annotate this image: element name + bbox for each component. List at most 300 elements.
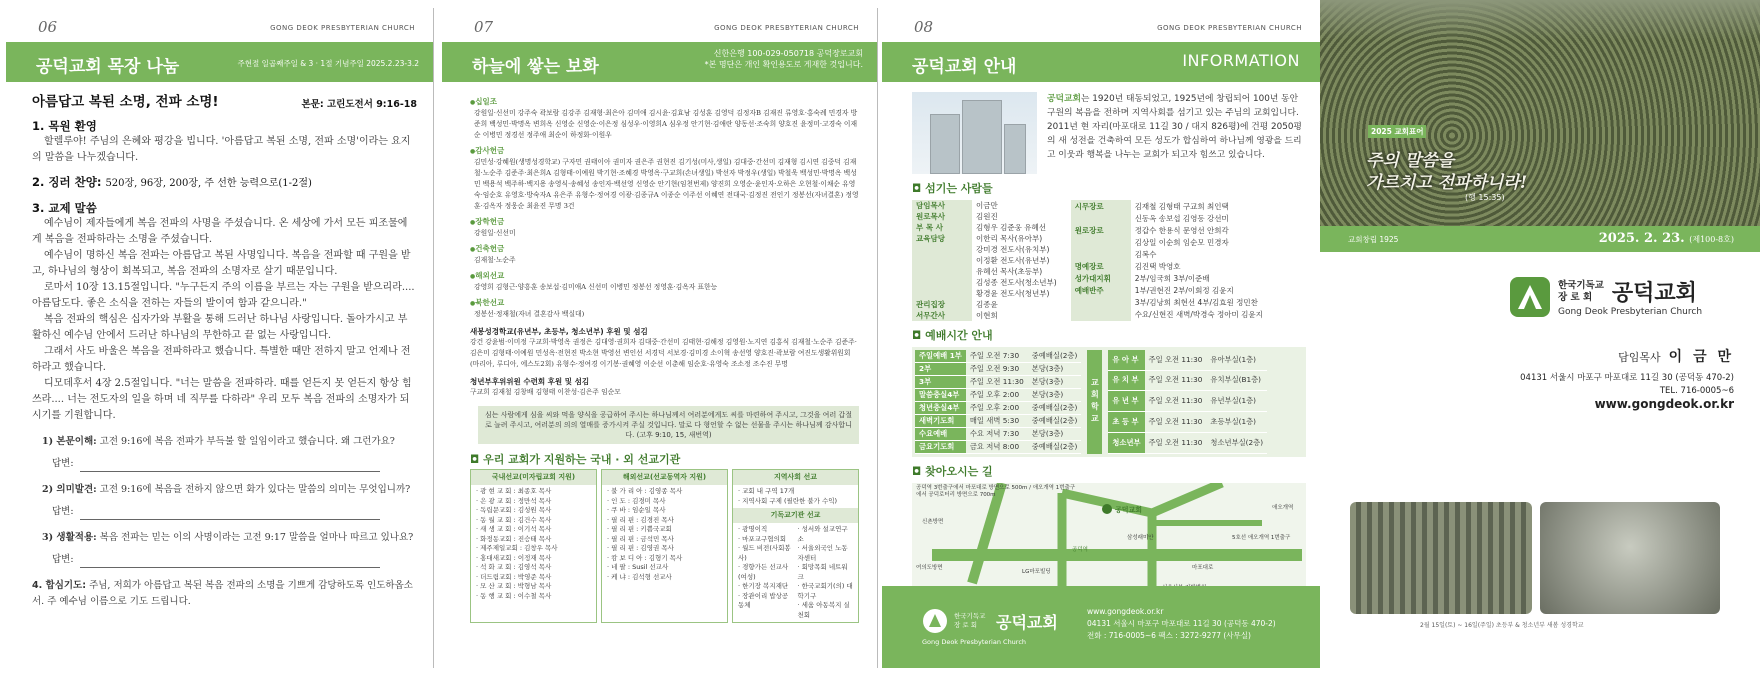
table-row <box>915 376 1081 389</box>
question-label: 2) 의미발견: <box>42 484 97 495</box>
row-label: 유 년 부 <box>1108 391 1144 412</box>
row-label: 새벽기도회 <box>915 415 966 428</box>
table-row <box>1108 370 1267 391</box>
row-label: 성가대지휘 <box>1071 273 1131 285</box>
worship-right <box>1108 350 1267 454</box>
footer-logo <box>922 608 1058 634</box>
footer-website[interactable]: www.gongdeok.or.kr <box>1087 607 1164 616</box>
list-item: · 성서와 설교연구소 <box>797 525 848 543</box>
page-title: 공덕교회 안내 <box>912 57 1017 77</box>
bank-account: 신한은행 100-029-050718 공덕장로교회 <box>713 49 863 58</box>
church-name-en: GONG DEOK PRESBYTERIAN CHURCH <box>1157 24 1302 32</box>
table-row <box>915 415 1081 428</box>
page-header <box>442 8 877 38</box>
map-label: 여의도방면 <box>916 565 943 571</box>
scholarship-names: 강원일·신선미 <box>474 229 516 237</box>
list-item: · 교회 내 구역 17개 <box>738 487 795 495</box>
table-row <box>1071 200 1267 212</box>
week-label: 주현절 일곱째주일 & 3 · 1절 기념주일 2025.2.23-3.2 <box>237 59 419 68</box>
front-cover <box>1320 0 1760 675</box>
northkorea-names: 정봉선·정재철(자녀 결혼감사 백실대) <box>474 310 585 318</box>
table-row <box>915 441 1081 454</box>
answer-blank[interactable] <box>80 558 380 568</box>
staff-left <box>912 200 1061 321</box>
category-building: ● 건축헌금 <box>470 243 859 255</box>
question-2 <box>42 482 417 498</box>
table-row <box>912 244 1061 255</box>
list-item: · 광 현 교 회 : 최종호 목사 <box>476 487 552 495</box>
church-name-en: GONG DEOK PRESBYTERIAN CHURCH <box>270 24 415 32</box>
row-label: 서무간사 <box>912 310 972 321</box>
row-label <box>912 266 972 277</box>
sermon-title-text: 아름답고 복된 소명, 전파 소명! <box>32 94 219 110</box>
map-title: 찾아오시는 길 <box>925 465 993 478</box>
row-label: 담임목사 <box>912 200 972 211</box>
regional-list <box>733 485 858 508</box>
staff-table <box>912 200 1306 321</box>
table-row <box>1071 248 1267 260</box>
youth-retreat-names: 구교희 김재철 김창배 김형태 이찬성·김은주 임순모 <box>470 388 621 396</box>
list-item: · 장관이리 밥상공동체 <box>738 591 789 609</box>
map-label-church: 공덕교회 <box>1115 506 1143 514</box>
row-value: 중예배실(2층) <box>1028 402 1082 415</box>
answer-label: 답변: <box>52 506 74 517</box>
worship-title: 예배시간 안내 <box>925 329 993 342</box>
denomination-line-2: 장 로 회 <box>1558 291 1593 303</box>
row-value: 황경윤 전도사(청년부) <box>976 289 1050 298</box>
list-item: · 동 월 교 회 : 김건수 목사 <box>476 515 552 524</box>
list-item: · 광명이직 <box>738 525 768 533</box>
staff-heading: ◘ 섬기는 사람들 <box>912 182 993 195</box>
youth-retreat-heading: 청년부후위위원 수련회 후원 및 섬김 <box>470 377 590 386</box>
table-row <box>1071 212 1267 224</box>
row-label <box>1071 212 1131 224</box>
map-label: 신촌방면 <box>922 519 944 525</box>
sermon-title <box>32 94 417 110</box>
section-prayer <box>32 578 417 610</box>
question-label: 3) 생활적용: <box>42 532 97 543</box>
category-northkorea: ● 북한선교 <box>470 297 859 309</box>
cover-website[interactable]: www.gongdeok.or.kr <box>1594 397 1734 411</box>
row-label: 예배반주 <box>1071 285 1131 297</box>
row-value: 김진택 박영호 <box>1134 262 1181 272</box>
staff-title: 섬기는 사람들 <box>925 182 993 195</box>
row-label: 원로목사 <box>912 211 972 222</box>
cover-contact <box>1520 372 1734 411</box>
page-08 <box>882 8 1320 668</box>
row-value: 2부/임국희 3부/이준배 <box>1134 274 1210 284</box>
list-item: · 제주제일교회 : 김창우 목사 <box>476 544 558 552</box>
row-label <box>1071 248 1131 260</box>
row-value: 본당(3층) <box>1028 389 1082 402</box>
table-row <box>912 200 1061 211</box>
founded-year: 교회창립 1925 <box>1348 235 1399 244</box>
page-title: 공덕교회 목장 나눔 <box>36 57 180 77</box>
praise-songs: 520장, 96장, 200장, 주 선한 능력으로(1-2절) <box>105 178 312 189</box>
question-text: 복음 전파는 믿는 이의 사명이라는 고전 9:17 말씀을 얼마나 따르고 있나요? <box>99 532 414 543</box>
category-scholarship: ● 장학헌금 <box>470 216 859 228</box>
row-label: 말씀충실4부 <box>915 389 966 402</box>
list-item: · 더드림교회 : 박영준 목사 <box>476 572 552 581</box>
staff-right <box>1071 200 1267 321</box>
row-value: 김형우 김준웅 유혜선 <box>976 223 1046 232</box>
row-label: 주일예배 1부 <box>915 350 966 363</box>
table-row <box>1108 391 1267 412</box>
list-item: · 네 팔 : Susil 선교사 <box>607 563 669 571</box>
intro-text <box>1047 92 1306 174</box>
row-value: 초등부실(1층) <box>1206 412 1267 433</box>
sermon-body <box>32 94 417 610</box>
list-item: · 지역사회 구제 (필란한 불가 수익) <box>738 496 838 505</box>
row-value: 주일 오후 2:00 <box>966 402 1028 415</box>
title-band <box>442 42 877 82</box>
church-name: 공덕교회 <box>1047 94 1081 104</box>
church-emblem-icon <box>1510 277 1550 317</box>
row-value: 주일 오전 11:30 <box>1145 370 1207 391</box>
map-label: 5호선 애오개역 1번출구 <box>1232 535 1291 541</box>
page-06 <box>6 8 434 668</box>
building-names: 김재철·노순주 <box>474 256 516 264</box>
answer-line[interactable] <box>52 504 417 520</box>
row-value: 중예배실(2층) <box>1028 350 1082 363</box>
church-name-en: GONG DEOK PRESBYTERIAN CHURCH <box>714 24 859 32</box>
table-row <box>1108 433 1267 454</box>
footer-english-name: Gong Deok Presbyterian Church <box>922 638 1027 646</box>
map-label: 애오개역 <box>1272 505 1294 511</box>
page-footer <box>882 586 1320 668</box>
church-name-en: Gong Deok Presbyterian Church <box>1558 307 1703 317</box>
prayer-label: 4. 합심기도: <box>32 580 87 591</box>
row-value: 본당(3층) <box>1028 376 1082 389</box>
row-value: 청소년부실(2층) <box>1206 433 1267 454</box>
row-label <box>1071 236 1131 248</box>
title-band <box>6 42 433 82</box>
church-motto <box>1366 150 1527 194</box>
row-value: 본당(3층) <box>1028 363 1082 376</box>
row-label <box>912 244 972 255</box>
photo-caption: 2월 15일(토) ~ 16일(주일) 초등부 & 청소년부 새봄 성경학교 <box>1420 622 1584 629</box>
row-label <box>1071 297 1131 309</box>
scripture-verse: 심는 사람에게 심을 씨와 먹을 양식을 공급하여 주시는 하나님께서 여러분에게도 씨를 마련하여 주시고, 그것을 여러 갑절로 늘려 주시고, 여러분의 의의 열매를 증가시켜 주실 것입니다. 말로 다 형언할 수 없는 선물을 주시는 하나님께 감사합니다. (고후 9:10, 15, 새번역) <box>478 406 859 444</box>
row-label: 원로장로 <box>1071 224 1131 236</box>
mission-table <box>470 469 859 623</box>
table-row <box>912 255 1061 266</box>
row-value: 강미경 전도사(유치부) <box>976 245 1050 254</box>
list-item: · 마포교구협의회 <box>738 534 787 543</box>
map-roads <box>912 483 1306 601</box>
row-value: 3부/김낭희 최현선 4부/김효원 정민찬 <box>1134 298 1258 308</box>
row-label: 유 치 부 <box>1108 370 1144 391</box>
list-item: · 캄 보 디 아 : 김형기 목사 <box>607 553 683 562</box>
map-label: 공덕역 <box>1072 547 1088 553</box>
directions-map[interactable] <box>912 483 1306 601</box>
prayer-text: 주님, 저희가 아름답고 복된 복음 전파의 소명을 기쁘게 감당하도록 인도하옵소서. 주 예수님 이름으로 기도 드립니다. <box>32 580 413 607</box>
list-item: · 케 냐 : 김석형 선교사 <box>607 572 672 581</box>
sermon-reference: 본문: 고린도전서 9:16-18 <box>301 99 417 110</box>
row-label <box>912 288 972 299</box>
intro-body: 는 1920년 태동되었고, 1925년에 창립되어 100년 동안 구원의 복음을 전하며 지역사회를 섬기고 있는 주님의 교회입니다. 2011년 현 자리(마포대로 11길 30 / 대지 826평)에 건평 2050평의 새 성전을 건축하여 모든 성도가 합심하여 하나님께 영광을 드리고 이웃과 행복을 나누는 교회가 되고자 힘쓰고 있습니다. <box>1047 94 1302 160</box>
row-value: 김원진 <box>976 212 998 221</box>
table-row <box>912 310 1061 321</box>
pastor-name: 이 금 만 <box>1668 349 1734 365</box>
row-value: 주일 오후 2:00 <box>966 389 1028 402</box>
account-info <box>705 48 863 70</box>
list-item: · 석 화 교 회 : 김영석 목사 <box>476 563 552 571</box>
map-label: LG마포빌딩 <box>1022 569 1051 575</box>
row-value: 수요 저녁 7:30 <box>966 428 1028 441</box>
row-value: 김상일 이순희 임순모 민경자 <box>1134 237 1229 247</box>
cover-address: 04131 서울시 마포구 마포대로 11길 30 (공덕동 470-2) <box>1520 373 1734 383</box>
answer-line[interactable] <box>52 456 417 472</box>
paragraph: 로마서 10장 13.15절입니다. "누구든지 주의 이름을 부르는 자는 구원을 받으리라.... 아름답도다. 좋은 소식을 전하는 자들의 발이여 함과 같으니라." <box>32 282 415 309</box>
list-item: · 은 광 교 회 : 정만석 목사 <box>476 496 552 505</box>
column-header: 기독교기관 선교 <box>733 508 858 523</box>
church-building-image <box>912 92 1037 174</box>
motto-reference: (행 15:35) <box>1465 193 1505 202</box>
page-header <box>6 8 433 38</box>
row-value: 이현희 <box>976 311 998 320</box>
section-welcome: 1. 목원 환영 <box>32 119 97 133</box>
page-number: 06 <box>38 18 58 36</box>
bible-school-photo-1 <box>1350 502 1532 614</box>
question-text: 고전 9:16에 복음을 전하지 않으면 화가 있다는 말씀의 의미는 무엇입니까? <box>99 484 411 495</box>
table-row <box>1108 412 1267 433</box>
title-band <box>882 42 1320 82</box>
row-label <box>1071 309 1131 321</box>
row-value: 수요/신현진 새벽/박경숙 정아미 김윤지 <box>1134 310 1263 320</box>
row-value: 유년부실(1층) <box>1206 391 1267 412</box>
row-value: 주일 오전 9:30 <box>966 363 1028 376</box>
list-item: · 독립문교회 : 김성원 목사 <box>476 506 552 514</box>
row-label: 관리집장 <box>912 299 972 310</box>
table-row <box>912 266 1061 277</box>
row-label: 시무장로 <box>1071 200 1131 212</box>
church-logo <box>1510 276 1702 317</box>
page-number: 08 <box>914 18 934 36</box>
list-item: · 모 산 교 회 : 박형남 목사 <box>476 582 552 590</box>
overseas-missions <box>601 469 728 623</box>
row-value: 정갑수 한용식 문영선 안희각 <box>1134 225 1229 235</box>
table-row <box>915 389 1081 402</box>
account-note: *본 명단은 개인 확인용도로 게재한 것입니다. <box>704 60 863 69</box>
issue-number: (제100-8호) <box>1689 235 1734 244</box>
table-row <box>912 211 1061 222</box>
row-value: 김성종 전도사(청소년부) <box>976 278 1057 287</box>
column-header: 지역사회 선교 <box>733 470 858 485</box>
row-value: 김종윤 <box>976 300 998 309</box>
praise-label: 2. 징러 찬양: <box>32 175 102 189</box>
list-item: · 서울외국인 노동자센터 <box>797 544 848 562</box>
row-label: 유 아 부 <box>1108 350 1144 370</box>
overseas-names: 강영희 김형근·양흥훈 송보섭·김미애A 신선미 이병민 정봉선 정영훈·김옥자 표한능 <box>474 283 718 291</box>
map-label: 삼성래미안 <box>1127 535 1154 541</box>
motto-line-2: 가르치고 전파하니라! <box>1366 173 1528 193</box>
row-value: 주일 오전 7:30 <box>966 350 1028 363</box>
list-item: · 홍대새교회 : 이정재 목사 <box>476 553 552 562</box>
row-value: 이금만 <box>976 201 998 210</box>
footer-denomination: 한국기독교 장 로 회 <box>954 612 986 629</box>
footer-address-block <box>1087 606 1276 642</box>
mission-title: 우리 교회가 지원하는 국내 · 외 선교기관 <box>483 453 681 466</box>
offering-list <box>470 92 859 623</box>
map-note: 공덕역 3번출구에서 마포대로 방면으로 500m / 애오개역 1번출구에서 공덕로터리 방면으로 700m <box>916 485 1076 498</box>
table-row <box>912 299 1061 310</box>
row-label: 명예장로 <box>1071 260 1131 272</box>
row-value: 이한리 목사(유아부) <box>976 234 1043 243</box>
row-value: 유아부실(1층) <box>1206 350 1267 370</box>
row-label: 3부 <box>915 376 966 389</box>
row-value: 매일 새벽 5:30 <box>966 415 1028 428</box>
question-1 <box>42 434 417 450</box>
row-label <box>912 277 972 288</box>
paragraph: 그래서 사도 바울은 복음을 전파하라고 했습니다. 특별한 때만 전하지 말고 언제나 전하라고 했습니다. <box>32 346 411 373</box>
category-overseas: ● 해외선교 <box>470 270 859 282</box>
bible-school-photo-2 <box>1540 502 1720 614</box>
row-label: 초 등 부 <box>1108 412 1144 433</box>
worship-heading: ◘ 예배시간 안내 <box>912 329 993 342</box>
pastor-label: 담임목사 <box>1618 351 1661 364</box>
denomination-line-1: 한국기독교 <box>1558 279 1604 291</box>
list-item: · 한기장 복지재단 <box>738 582 789 590</box>
table-row <box>912 233 1061 244</box>
list-item: · 새 생 교 회 : 이기석 목사 <box>476 525 552 533</box>
section-fellowship: 3. 교제 말씀 <box>32 201 97 215</box>
table-row <box>1071 273 1267 285</box>
church-name-ko: 공덕교회 <box>1611 281 1697 306</box>
table-row <box>915 350 1081 363</box>
date-text: 2025. 2. 23. <box>1598 231 1685 246</box>
row-value: 본당(3층) <box>1028 428 1082 441</box>
welcome-text: 할렐루야! 주님의 은혜와 평강을 빕니다. '아름답고 복된 소명, 전파 소명'이라는 요지의 말씀을 나누겠습니다. <box>32 136 411 163</box>
domestic-list <box>471 485 596 603</box>
answer-blank[interactable] <box>80 510 380 520</box>
list-item: · 동 행 교 회 : 이수철 목사 <box>476 591 552 600</box>
table-row <box>1071 236 1267 248</box>
answer-label: 답변: <box>52 458 74 469</box>
row-value: 유치부실(B1층) <box>1206 370 1267 391</box>
question-label: 1) 본문이해: <box>42 436 97 447</box>
bulletin-date <box>1599 231 1734 246</box>
list-item: · 쿠 바 : 임순일 목사 <box>607 506 666 514</box>
list-item: · 세움 아동복지 실천회 <box>797 601 850 619</box>
answer-blank[interactable] <box>80 462 380 472</box>
table-row <box>1071 224 1267 236</box>
paragraph: 예수님이 제자들에게 복음 전파의 사명을 주셨습니다. 온 세상에 가서 모든 피조물에게 복음을 전파하라는 소명을 주셨습니다. <box>32 218 408 245</box>
row-label: 청년충실4부 <box>915 402 966 415</box>
overseas-list <box>602 485 727 584</box>
table-row <box>915 402 1081 415</box>
list-item: · 필 리 핀 : 키쁨국교회 <box>607 525 672 533</box>
row-value: 주일 오전 11:30 <box>966 376 1028 389</box>
row-label: 부 목 사 <box>912 222 972 233</box>
page-number: 07 <box>474 18 494 36</box>
category-thanks: ● 감사헌금 <box>470 145 859 157</box>
denomination <box>1558 280 1604 304</box>
row-label: 청소년부 <box>1108 433 1144 454</box>
row-value: 주일 오전 11:30 <box>1145 412 1207 433</box>
bible-school-heading: 새봉성경학교(유년부, 초등부, 청소년부) 후원 및 섬김 <box>470 327 648 336</box>
church-location-marker <box>1102 504 1112 514</box>
table-row <box>1071 285 1267 297</box>
list-item: · 필 리 핀 : 금석민 목사 <box>607 534 674 543</box>
list-item: · 경향가든 선교사(여성) <box>738 563 789 581</box>
table-row <box>912 288 1061 299</box>
category-tithe: ● 십일조 <box>470 96 859 108</box>
answer-line[interactable] <box>52 552 417 568</box>
tithe-names: 강원일·신선미 강주숙 곽보람 김강주 김재형·최은아 김미애 김시윤·김효남 김성훈 김영덕 김정자B 김재진 류영호·홍숙례 민경자 방준희 백성민·박명옥 변희옥 신영순 신영순·이은정 심성우·이영희A 심우정 안기현·김애란 양동선·조숙희 양호진 윤정미·고경숙 이재순 이병민 정경선 정주애 최순이 하정화·이원우 <box>474 109 858 139</box>
list-item: · 필 리 핀 : 김경진 목사 <box>607 515 674 524</box>
table-row <box>1108 350 1267 370</box>
row-label: 교육담당 <box>912 233 972 244</box>
row-value: 김재철 김형태 구교희 최인택 <box>1134 201 1229 211</box>
question-text: 고전 9:16에 복음 전파가 부득불 할 일임이라고 했습니다. 왜 그런가요? <box>99 436 395 447</box>
footer-church-name: 공덕교회 <box>996 612 1058 632</box>
church-info <box>912 92 1306 601</box>
table-row <box>1071 260 1267 272</box>
list-item: · 한국교회기(의) 대학기구 <box>797 582 853 600</box>
list-item: · 회망목회 네트워크 <box>797 563 848 581</box>
worship-left <box>915 350 1081 454</box>
row-value: 신동옥 송보섭 김영동 강선미 <box>1134 213 1229 223</box>
church-logo-icon <box>922 608 948 634</box>
paragraph: 예수님이 명하신 복음 전파는 아름답고 복된 사명입니다. 복음을 전파할 때 구원을 받고, 하나님의 형상이 회복되고, 복음 전파의 소명자로 살기 때문입니다. <box>32 250 411 277</box>
date-bar <box>1320 226 1760 252</box>
page-title: 하늘에 쌓는 보화 <box>472 57 599 77</box>
row-value: 주일 오전 11:30 <box>1145 350 1207 370</box>
motto-line-1: 주의 말씀을 <box>1366 151 1455 171</box>
church-school-label: 교회학교 <box>1087 350 1102 454</box>
cover-phone: TEL. 716-0005~6 <box>1659 386 1734 396</box>
page-header <box>882 8 1320 38</box>
footer-phone: 전화 : 716-0005~6 팩스 : 3272-9277 (사무실) <box>1087 631 1251 640</box>
regional-missions <box>732 469 859 623</box>
table-row <box>912 222 1061 233</box>
row-label <box>912 255 972 266</box>
table-row <box>1071 309 1267 321</box>
row-label: 2부 <box>915 363 966 376</box>
congregation-photo <box>1320 0 1760 226</box>
list-item: · 필 리 핀 : 김영권 목사 <box>607 544 674 552</box>
table-row <box>1071 297 1267 309</box>
footer-address: 04131 서울시 마포구 마포대로 11길 30 (공덕동 470-2) <box>1087 619 1276 628</box>
page-07 <box>442 8 878 668</box>
row-value: 1부/권현진 2부/이회정 김윤지 <box>1134 286 1234 296</box>
list-item: · 불 가 리 아 : 김영종 목사 <box>607 487 683 495</box>
paragraph: 디모데후서 4장 2.5절입니다. "너는 말씀을 전파하라. 때를 얻든지 못 얻든지 항상 힘쓰라.... 너는 전도자의 일을 하며 네 직무를 다하라" 우리 모두 복음 전파의 소명자가 되시기를 기원합니다. <box>32 378 412 421</box>
list-item: · 인 도 : 김경미 목사 <box>607 496 666 505</box>
list-item: · 월드 비전(사회봉사) <box>738 544 791 562</box>
institution-list <box>733 523 858 622</box>
row-label: 금요기도회 <box>915 441 966 454</box>
church-intro <box>912 92 1306 174</box>
table-row <box>912 277 1061 288</box>
thanks-names: 김민성·강혜원(생명성경학교) 구자민 권태이아 권미자 권은주 권현진 김기성(미사,생일) 김대중·간선미 김재형 김시연 김중덕 김재철·노순주 김준주·최은희A 김형태·이예원 박기현·조혜경 박영옥·구교희(손녀생일) 박선자 박정우(생일) 박철욱 백성민·박명옥 백성민 백용석 백주하·백지용 송영식·송혜성 송인자·백선영 신영순 안기현(임천번제) 양진희 오영순·윤인자·오하은 오현철·이채순 유영숙·임순호 유영호·방숙자A 유은주 유형수·정여경 이광·김종규A 이종순 이주선 이혜연 전대국·김정진 전인기 정봉선(자녀결혼) 정영훈·김옥자 정웅순 최윤진 무명 3건 <box>474 158 859 210</box>
table-row <box>915 428 1081 441</box>
column-header: 해외선교(선교동역자 지원) <box>602 470 727 485</box>
row-value: 주일 오전 11:30 <box>1145 433 1207 454</box>
information-label: INFORMATION <box>1182 51 1300 70</box>
answer-label: 답변: <box>52 554 74 565</box>
row-value: 유혜선 목사(초등부) <box>976 267 1043 276</box>
senior-pastor <box>1618 346 1734 366</box>
row-value: 중예배실(2층) <box>1028 441 1082 454</box>
bible-school-names: 강건 강윤범·이미정 구교희·박영옥 권정은 김대영·권희자 김대중·간선미 김태현·김해정 김영원·노지연 김홍식 김재철·노순주 김준주·김은미 김형태·이예원 민성옥·전현진 박소현 박영선 변인선 서경덕 서보경·김미경 소이혁 송선영 양호진·곽보람 여진도생활위원회(마리아, 루디아, 에스도2회) 유형수·정여경 이기봉·권혜영 이순선 이춘해 임순호·유영숙 조소정 조수진 무명 <box>470 338 857 368</box>
mission-heading: ◘ 우리 교회가 지원하는 국내 · 외 선교기관 <box>470 453 681 466</box>
row-label: 수요예배 <box>915 428 966 441</box>
table-row <box>915 363 1081 376</box>
row-value: 금요 저녁 8:00 <box>966 441 1028 454</box>
map-label: 마포대로 <box>1192 565 1214 571</box>
